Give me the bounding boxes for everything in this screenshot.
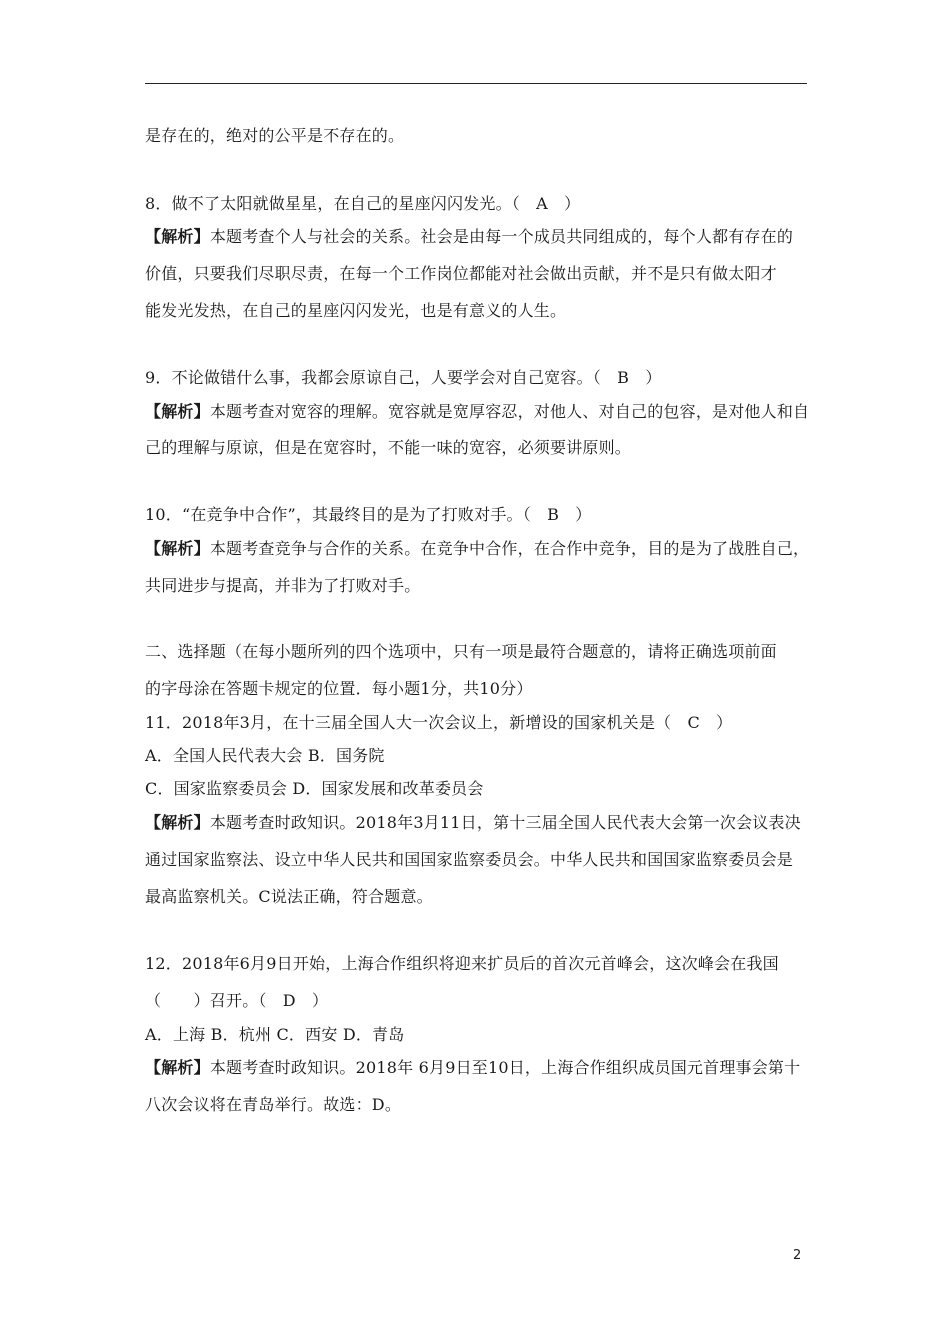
text-line — [145, 887, 825, 907]
text-line — [145, 576, 825, 596]
line-text: 8．做不了太阳就做星星，在自己的星座闪闪发光。（ A ） — [145, 194, 581, 213]
question-line — [145, 194, 825, 214]
line-text: 价值，只要我们尽职尽责，在每一个工作岗位都能对社会做出贡献，并不是只有做太阳才 — [145, 264, 777, 283]
line-text: A．全国人民代表大会 B．国务院 — [145, 746, 385, 765]
question-line — [145, 505, 825, 525]
line-text: 9．不论做错什么事，我都会原谅自己，人要学会对自己宽容。（ B ） — [145, 368, 662, 387]
text-line — [145, 1095, 825, 1115]
line-text: 的字母涂在答题卡规定的位置．每小题1分，共10分） — [145, 679, 533, 698]
line-text: 本题考查对宽容的理解。宽容就是宽厚容忍，对他人、对自己的包容，是对他人和自 — [209, 402, 810, 421]
header-rule — [145, 83, 807, 84]
line-text: 本题考查个人与社会的关系。社会是由每一个成员共同组成的，每个人都有存在的 — [209, 227, 794, 246]
analysis-tag: 【解析】 — [145, 402, 210, 421]
options-line — [145, 779, 825, 799]
line-text: 能发光发热，在自己的星座闪闪发光，也是有意义的人生。 — [145, 301, 567, 320]
line-text: 11．2018年3月，在十三届全国人大一次会议上，新增设的国家机关是（ C ） — [145, 713, 733, 732]
line-text: A．上海 B．杭州 C．西安 D．青岛 — [145, 1025, 405, 1044]
question-line — [145, 954, 825, 974]
section-heading — [145, 642, 825, 662]
analysis-line — [145, 539, 825, 559]
line-text: 12．2018年6月9日开始，上海合作组织将迎来扩员后的首次元首峰会，这次峰会在我国 — [145, 954, 779, 973]
text-line — [145, 264, 825, 284]
options-line — [145, 1025, 825, 1045]
line-text: 通过国家监察法、设立中华人民共和国国家监察委员会。中华人民共和国国家监察委员会是 — [145, 850, 794, 869]
analysis-tag: 【解析】 — [145, 227, 210, 246]
line-text: 二、选择题（在每小题所列的四个选项中，只有一项是最符合题意的，请将正确选项前面 — [145, 642, 777, 661]
analysis-tag: 【解析】 — [145, 539, 210, 558]
line-text: 己的理解与原谅，但是在宽容时，不能一味的宽容，必须要讲原则。 — [145, 438, 632, 457]
analysis-line — [145, 227, 825, 247]
line-text: 是存在的，绝对的公平是不存在的。 — [145, 126, 405, 145]
line-text: 本题考查竞争与合作的关系。在竞争中合作，在合作中竞争，目的是为了战胜自己， — [209, 539, 810, 558]
line-text: C．国家监察委员会 D．国家发展和改革委员会 — [145, 779, 484, 798]
text-line — [145, 438, 825, 458]
line-text: 本题考查时政知识。2018年 6月9日至10日，上海合作组织成员国元首理事会第十 — [209, 1058, 801, 1077]
line-text: 最高监察机关。C说法正确，符合题意。 — [145, 887, 433, 906]
line-text: 八次会议将在青岛举行。故选：D。 — [145, 1095, 402, 1114]
page-number: 2 — [793, 1248, 802, 1263]
analysis-line — [145, 1058, 825, 1078]
analysis-tag: 【解析】 — [145, 1058, 210, 1077]
analysis-line — [145, 402, 825, 422]
question-line — [145, 713, 825, 733]
line-text: 共同进步与提高，并非为了打败对手。 — [145, 576, 421, 595]
options-line — [145, 746, 825, 766]
question-line — [145, 368, 825, 388]
line-text: （ ）召开。（ D ） — [145, 991, 329, 1010]
text-line — [145, 991, 825, 1011]
analysis-line — [145, 813, 825, 833]
text-line — [145, 126, 825, 146]
line-text: 本题考查时政知识。2018年3月11日，第十三届全国人民代表大会第一次会议表决 — [209, 813, 801, 832]
line-text: 10．“在竞争中合作”，其最终目的是为了打败对手。（ B ） — [145, 505, 592, 524]
text-line — [145, 301, 825, 321]
text-line — [145, 850, 825, 870]
analysis-tag: 【解析】 — [145, 813, 210, 832]
text-line — [145, 679, 825, 699]
